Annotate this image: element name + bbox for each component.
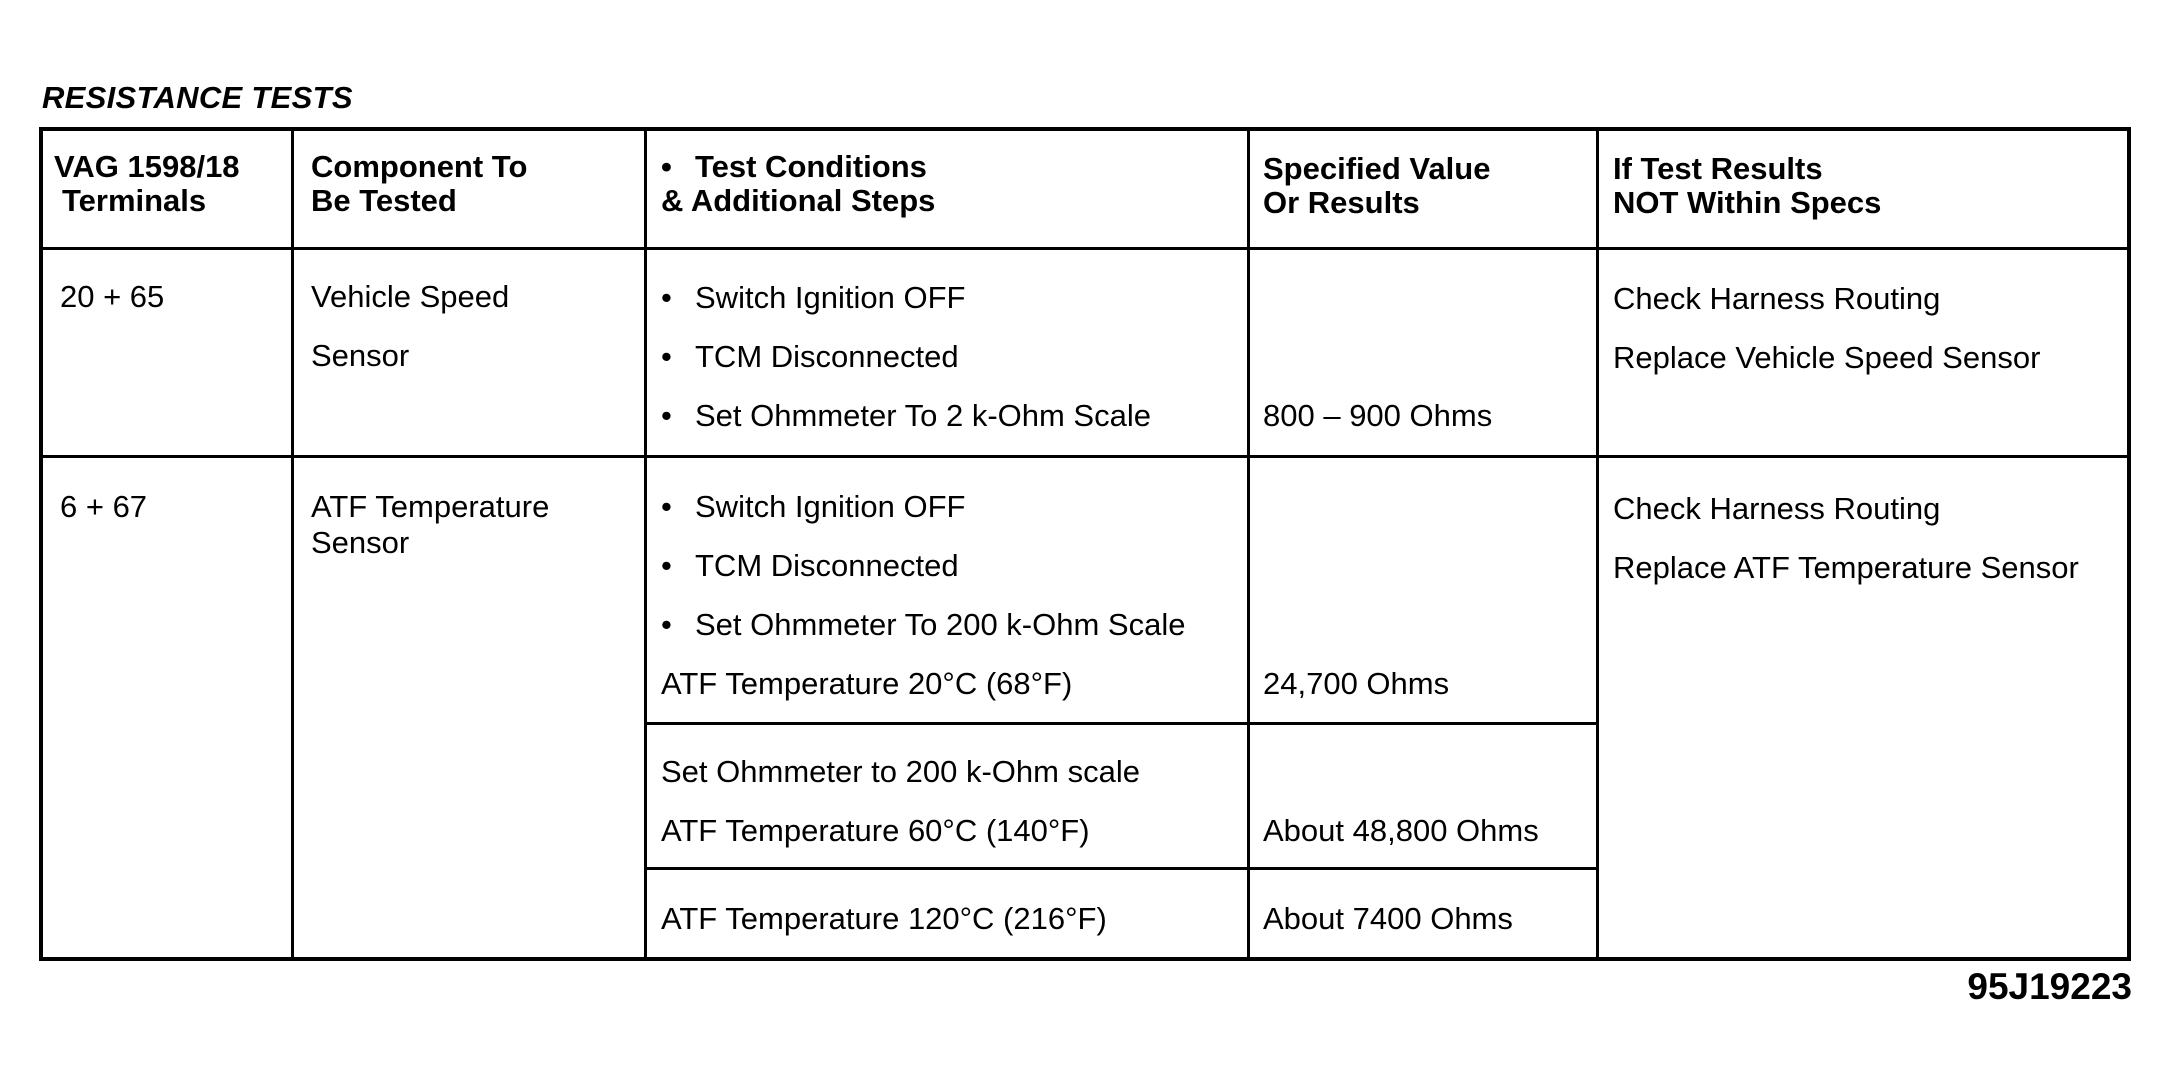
sub-row-divider — [644, 722, 1599, 725]
row2-terminals: 6 + 67 — [60, 489, 148, 524]
header-not-within-specs: If Test Results NOT Within Specs — [1613, 151, 1882, 220]
row2-steps: • Switch Ignition OFF • TCM Disconnected • Set Ohmmeter To 200 k-Ohm Scale ATF Temperature 20°C (68°F) — [661, 489, 1186, 701]
row1-steps: • Switch Ignition OFF • TCM Disconnected • Set Ohmmeter To 2 k-Ohm Scale — [661, 280, 1151, 433]
row2-sub-120c-condition: ATF Temperature 120°C (216°F) — [661, 901, 1107, 936]
row2-sub-60c-conditions: Set Ohmmeter to 200 k-Ohm scale ATF Temperature 60°C (140°F) — [661, 754, 1140, 848]
column-divider — [291, 131, 294, 957]
header-specified-value: Specified Value Or Results — [1263, 151, 1491, 220]
row-divider — [43, 455, 2127, 458]
bullet-icon: • — [661, 607, 672, 642]
bullet-icon: • — [661, 489, 672, 524]
header-component: Component To Be Tested — [311, 149, 528, 218]
column-divider — [1596, 131, 1599, 957]
row2-specified-value-60c: About 48,800 Ohms — [1263, 813, 1539, 848]
column-divider — [1247, 131, 1250, 957]
row1-component: Vehicle Speed Sensor — [311, 279, 510, 373]
bullet-icon: • — [661, 398, 672, 433]
figure-id: 95J19223 — [1967, 966, 2132, 1007]
column-divider — [644, 131, 647, 957]
row2-specified-value-120c: About 7400 Ohms — [1263, 901, 1513, 936]
header-divider — [43, 247, 2127, 250]
header-conditions: • Test Conditions & Additional Steps — [661, 149, 936, 218]
row1-terminals: 20 + 65 — [60, 279, 165, 314]
resistance-tests-table — [39, 127, 2131, 961]
header-terminals: VAG 1598/18 Terminals — [54, 149, 240, 218]
row2-component: ATF Temperature Sensor — [311, 489, 550, 560]
row2-specified-value-20c: 24,700 Ohms — [1263, 666, 1450, 701]
bullet-icon: • — [661, 548, 672, 583]
table-title: RESISTANCE TESTS — [42, 80, 353, 115]
sub-row-divider — [644, 867, 1599, 870]
bullet-icon: • — [661, 339, 672, 374]
bullet-icon: • — [661, 280, 672, 315]
bullet-icon: • — [661, 149, 672, 184]
row2-remedy: Check Harness Routing Replace ATF Temperature Sensor — [1613, 491, 2079, 585]
row1-remedy: Check Harness Routing Replace Vehicle Speed Sensor — [1613, 281, 2041, 375]
row1-specified-value: 800 – 900 Ohms — [1263, 398, 1493, 433]
